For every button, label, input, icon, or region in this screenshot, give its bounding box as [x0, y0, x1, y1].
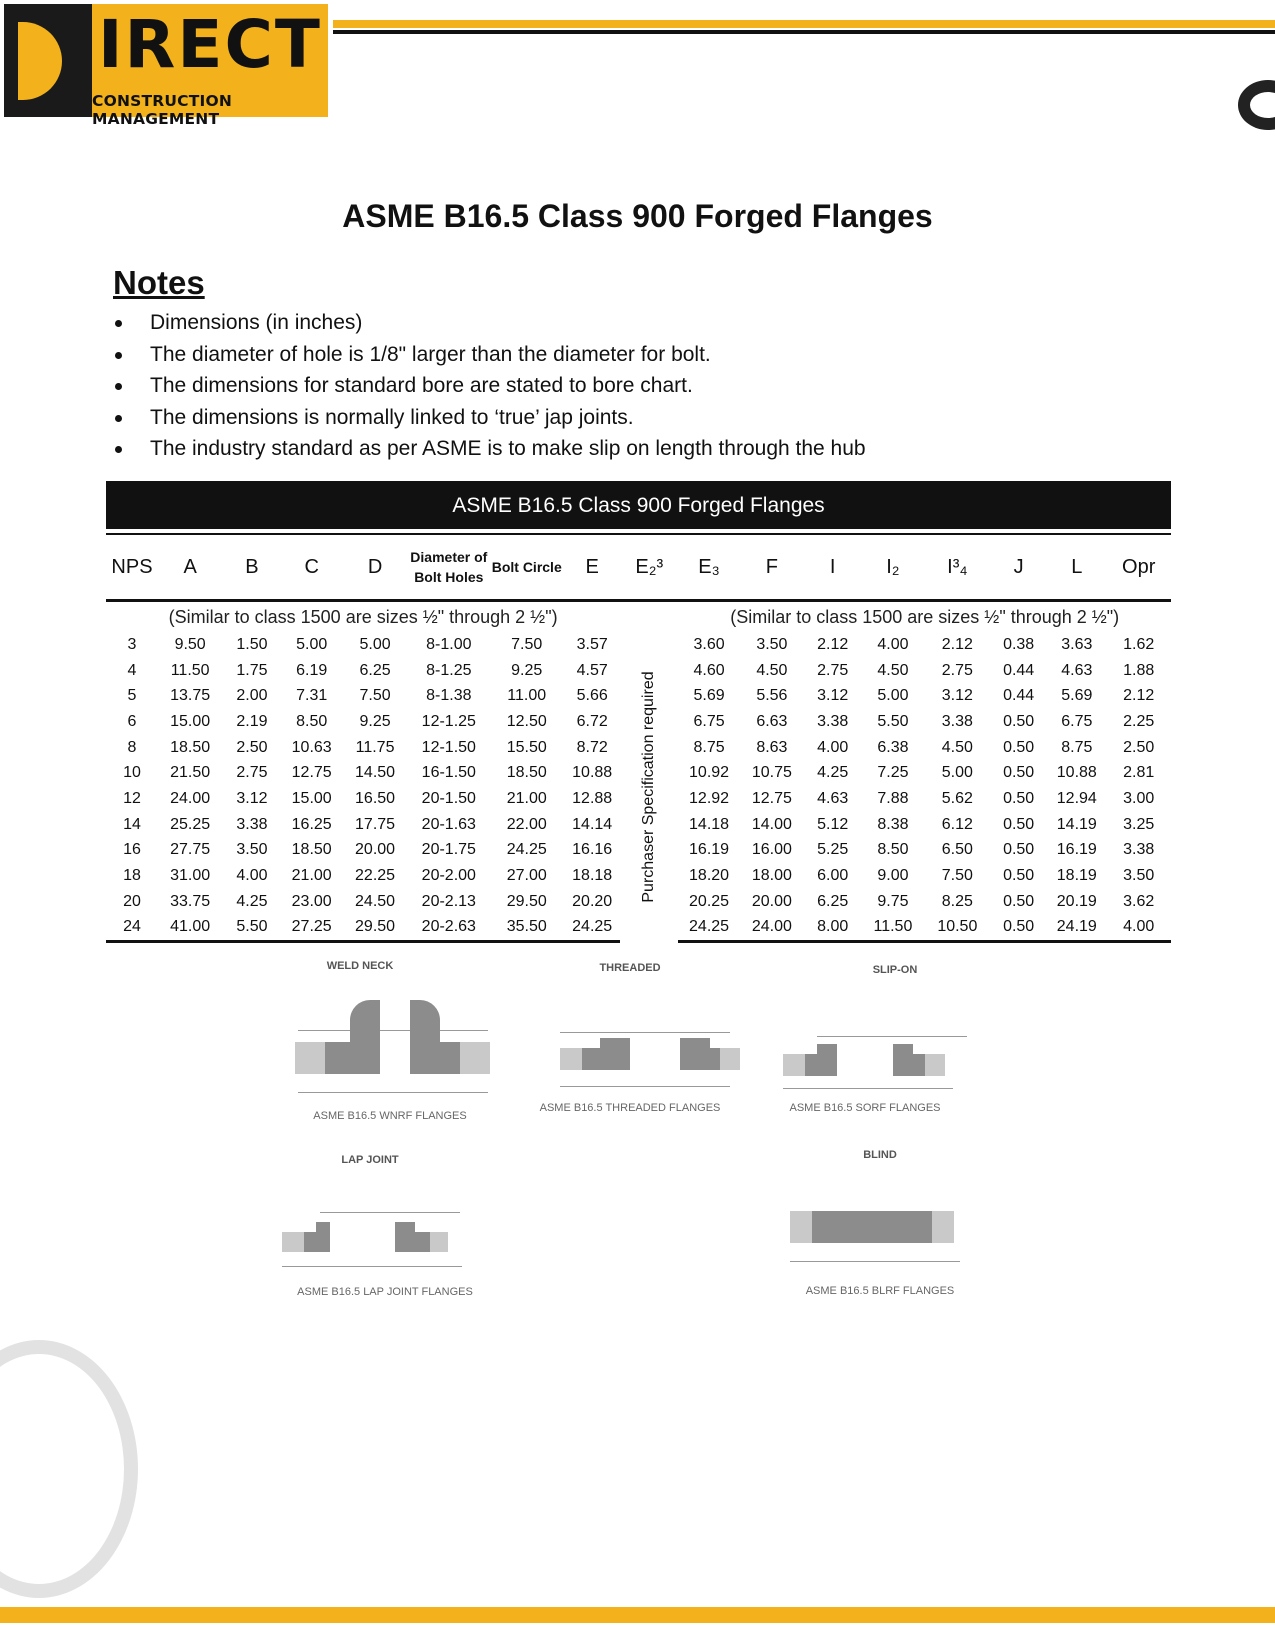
note-right: (Similar to class 1500 are sizes ½" through 2 ½"): [730, 606, 1120, 627]
note-left: (Similar to class 1500 are sizes ½" through 2 ½"): [168, 606, 558, 627]
col-header: Diameter of Bolt Holes: [408, 535, 489, 601]
corner-logo-icon: [1238, 80, 1275, 130]
table-cell: 12: [123, 789, 141, 807]
table-cell: 6: [127, 712, 137, 730]
table-cell: 0.50: [1003, 789, 1035, 807]
table-cell: 18.20: [689, 867, 730, 885]
table-cell: 20.00: [355, 841, 396, 859]
table-cell: 10.63: [291, 738, 332, 756]
table-cell: 4.50: [877, 661, 909, 679]
table-cell: 4.63: [1061, 661, 1093, 679]
table-cell: 2.50: [1123, 738, 1155, 756]
table-cell: 11.75: [355, 738, 395, 756]
table-cell: 3.50: [756, 635, 788, 653]
col-header: Bolt Circle: [489, 535, 564, 601]
table-cell: 3.12: [817, 687, 849, 705]
table-cell: 24: [106, 915, 158, 942]
table-cell: 12.75: [751, 789, 792, 807]
table-cell: 9.50: [174, 635, 206, 653]
table-title: ASME B16.5 Class 900 Forged Flanges: [106, 481, 1171, 529]
table-cell: 3.60: [693, 635, 725, 653]
company-logo: [4, 4, 328, 128]
table-cell: 8-1.38: [426, 687, 472, 705]
table-cell: 2.81: [1123, 764, 1155, 782]
table-cell: 1.62: [1123, 635, 1155, 653]
table-cell: 12-1.25: [421, 712, 476, 730]
col-header: D: [342, 535, 408, 601]
table-cell: 24.00: [170, 789, 211, 807]
table-cell: 14.19: [1056, 815, 1097, 833]
table-cell: 8: [127, 738, 137, 756]
table-cell: 6.72: [576, 712, 608, 730]
table-cell: 0.50: [1003, 712, 1035, 730]
table-cell: 15.50: [506, 738, 547, 756]
table-cell: 0.50: [1003, 815, 1035, 833]
col-header: E₂³: [620, 535, 678, 601]
table-cell: 6.00: [817, 867, 849, 885]
table-cell: 1.75: [236, 661, 268, 679]
table-cell: 6.19: [296, 661, 328, 679]
table-cell: 20-2.13: [421, 892, 476, 910]
table-cell: 9.75: [877, 892, 909, 910]
table-cell: 18.50: [170, 738, 211, 756]
table-cell: 3.57: [576, 635, 608, 653]
table-cell: 9.25: [511, 661, 543, 679]
table-cell: 7.50: [359, 687, 391, 705]
table-cell: 4.00: [236, 867, 268, 885]
diagram-title: BLIND: [863, 1149, 897, 1161]
table-cell: 6.25: [359, 661, 391, 679]
table-cell: 5.69: [1061, 687, 1093, 705]
logo-subtitle: CONSTRUCTION MANAGEMENT: [92, 92, 233, 128]
diagram-caption: ASME B16.5 WNRF FLANGES: [313, 1110, 467, 1122]
table-cell: 3.38: [236, 815, 268, 833]
table-cell: 4.63: [817, 789, 849, 807]
table-cell: 8.75: [1061, 738, 1093, 756]
slip-on-diagram: [775, 960, 1015, 1130]
table-cell: 14.50: [355, 764, 396, 782]
table-cell: 4.25: [817, 764, 849, 782]
table-cell: 5.00: [941, 764, 973, 782]
table-cell: 8-1.25: [426, 661, 472, 679]
table-cell: 0.44: [1003, 687, 1035, 705]
table-cell: 3.25: [1123, 815, 1155, 833]
table-cell: 0.50: [1003, 867, 1035, 885]
table-cell: 24.25: [506, 841, 547, 859]
table-cell: 4.50: [941, 738, 973, 756]
table-cell: 2.00: [236, 687, 268, 705]
table-cell: 8-1.00: [426, 635, 472, 653]
table-cell: 20-1.75: [421, 841, 476, 859]
note-item: Dimensions (in inches): [113, 307, 866, 339]
table-cell: 18.18: [572, 867, 613, 885]
vertical-note-cell: [620, 632, 678, 942]
table-cell: 4.00: [877, 635, 909, 653]
table-cell: 20.19: [1056, 892, 1097, 910]
col-header: NPS: [106, 535, 158, 601]
table-cell: 20.20: [572, 892, 613, 910]
table-cell: 3.62: [1123, 892, 1155, 910]
table-cell: 5.56: [756, 687, 788, 705]
table-cell: 5.12: [817, 815, 849, 833]
table-cell: 4: [127, 661, 137, 679]
table-cell: 2.19: [236, 712, 268, 730]
table-cell: 7.25: [877, 764, 909, 782]
diagram-title: THREADED: [599, 962, 661, 974]
table-note-row: [106, 601, 1171, 633]
table-cell: 18.19: [1056, 867, 1097, 885]
diagram-title: WELD NECK: [326, 960, 394, 972]
table-cell: 2.75: [817, 661, 849, 679]
table-cell: 20.25: [689, 892, 730, 910]
footer-accent-bar: [0, 1607, 1275, 1623]
table-cell: 20.00: [751, 892, 792, 910]
note-item: The dimensions is normally linked to ‘true’ jap joints.: [113, 402, 866, 434]
vertical-note: Purchaser Specification required: [640, 671, 658, 903]
table-cell: 14.14: [572, 815, 613, 833]
table-cell: 16-1.50: [421, 764, 476, 782]
table-cell: 11.50: [170, 661, 210, 679]
diagram-caption: ASME B16.5 SORF FLANGES: [789, 1102, 941, 1114]
table-cell: 8.38: [877, 815, 909, 833]
header-dark-line: [333, 30, 1275, 34]
table-cell: 1.50: [236, 635, 268, 653]
table-cell: 3.12: [236, 789, 268, 807]
table-cell: 6.75: [693, 712, 725, 730]
col-header: C: [282, 535, 342, 601]
table-cell: 5.50: [877, 712, 909, 730]
table-cell: 5.66: [576, 687, 608, 705]
table-cell: 7.31: [296, 687, 328, 705]
table-cell: 12.75: [291, 764, 332, 782]
table-cell: 12.94: [1056, 789, 1097, 807]
table-cell: 6.50: [941, 841, 973, 859]
table-cell: 8.72: [576, 738, 608, 756]
table-cell: 10: [123, 764, 141, 782]
table-cell: 3.50: [1123, 867, 1155, 885]
table-cell: 24.50: [355, 892, 396, 910]
table-cell: 8.25: [941, 892, 973, 910]
col-header: I₂: [861, 535, 924, 601]
table-cell: 23.00: [291, 892, 332, 910]
table-cell: 24.00: [740, 915, 804, 942]
table-cell: 24.25: [678, 915, 739, 942]
flange-table: [106, 535, 1171, 943]
col-header: I: [804, 535, 861, 601]
table-cell: 4.00: [1106, 915, 1171, 942]
table-cell: 5.00: [877, 687, 909, 705]
notes-list: [113, 307, 866, 465]
table-cell: 3: [127, 635, 137, 653]
table-cell: 5.69: [693, 687, 725, 705]
logo-wordmark: IRECT: [98, 6, 322, 83]
table-cell: 0.50: [1003, 738, 1035, 756]
note-item: The industry standard as per ASME is to make slip on length through the hub: [113, 433, 866, 465]
table-cell: 16.19: [1056, 841, 1097, 859]
table-cell: 2.12: [941, 635, 973, 653]
col-header: I³₄: [925, 535, 990, 601]
table-cell: 18: [123, 867, 141, 885]
table-cell: 15.00: [291, 789, 332, 807]
table-cell: 0.44: [1003, 661, 1035, 679]
header-accent-line: [333, 20, 1275, 28]
col-header: L: [1047, 535, 1106, 601]
table-cell: 4.57: [576, 661, 608, 679]
table-cell: 41.00: [158, 915, 222, 942]
table-cell: 2.75: [941, 661, 973, 679]
table-cell: 20: [123, 892, 141, 910]
table-cell: 7.50: [511, 635, 543, 653]
table-cell: 0.50: [990, 915, 1047, 942]
table-cell: 21.00: [291, 867, 332, 885]
table-cell: 3.63: [1061, 635, 1093, 653]
note-item: The dimensions for standard bore are stated to bore chart.: [113, 370, 866, 402]
col-header: J: [990, 535, 1047, 601]
table-cell: 27.75: [170, 841, 211, 859]
table-cell: 0.50: [1003, 892, 1035, 910]
col-header: E₃: [678, 535, 739, 601]
table-cell: 1.88: [1123, 661, 1155, 679]
table-cell: 3.38: [817, 712, 849, 730]
table-cell: 16.00: [751, 841, 792, 859]
eagle-watermark-icon: [0, 1340, 138, 1598]
table-cell: 12-1.50: [421, 738, 476, 756]
table-row: [106, 632, 1171, 658]
table-cell: 20-2.00: [421, 867, 476, 885]
note-item: The diameter of hole is 1/8" larger than the diameter for bolt.: [113, 339, 866, 371]
table-cell: 9.00: [877, 867, 909, 885]
table-cell: 2.75: [236, 764, 268, 782]
table-cell: 3.38: [1123, 841, 1155, 859]
table-cell: 5.62: [941, 789, 973, 807]
table-cell: 10.75: [751, 764, 792, 782]
table-cell: 6.63: [756, 712, 788, 730]
table-cell: 31.00: [170, 867, 211, 885]
threaded-diagram: [530, 960, 770, 1130]
table-cell: 21.00: [506, 789, 547, 807]
table-cell: 11.50: [861, 915, 924, 942]
table-cell: 12.50: [506, 712, 547, 730]
table-cell: 0.50: [1003, 764, 1035, 782]
table-cell: 18.50: [506, 764, 547, 782]
table-cell: 22.25: [355, 867, 396, 885]
notes-heading: Notes: [113, 264, 205, 301]
table-cell: 12.92: [689, 789, 730, 807]
table-cell: 20-1.50: [421, 789, 476, 807]
table-cell: 16.19: [689, 841, 730, 859]
table-cell: 22.00: [506, 815, 547, 833]
table-cell: 5: [127, 687, 137, 705]
col-header: F: [740, 535, 804, 601]
logo-d-mark: [4, 4, 92, 117]
table-cell: 3.12: [941, 687, 973, 705]
table-cell: 14.18: [689, 815, 730, 833]
table-cell: 35.50: [489, 915, 564, 942]
col-header: Opr: [1106, 535, 1171, 601]
table-cell: 4.50: [756, 661, 788, 679]
table-cell: 21.50: [170, 764, 211, 782]
table-cell: 0.50: [1003, 841, 1035, 859]
table-cell: 2.25: [1123, 712, 1155, 730]
table-cell: 8.50: [296, 712, 328, 730]
table-cell: 14.00: [751, 815, 792, 833]
table-cell: 0.38: [1003, 635, 1035, 653]
table-cell: 8.00: [804, 915, 861, 942]
table-header-row: [106, 535, 1171, 601]
table-cell: 11.00: [507, 687, 547, 705]
table-cell: 10.50: [925, 915, 990, 942]
diagram-title: LAP JOINT: [341, 1154, 399, 1166]
table-cell: 8.50: [877, 841, 909, 859]
table-cell: 10.88: [1056, 764, 1097, 782]
table-cell: 2.12: [817, 635, 849, 653]
table-cell: 6.75: [1061, 712, 1093, 730]
table-cell: 27.00: [506, 867, 547, 885]
table-cell: 24.19: [1047, 915, 1106, 942]
table-cell: 12.88: [572, 789, 613, 807]
table-cell: 3.00: [1123, 789, 1155, 807]
diagram-caption: ASME B16.5 BLRF FLANGES: [805, 1285, 955, 1297]
table-cell: 29.50: [342, 915, 408, 942]
page-title: ASME B16.5 Class 900 Forged Flanges: [342, 198, 933, 234]
diagram-title: SLIP-ON: [872, 964, 918, 976]
col-header: E: [564, 535, 620, 601]
table-cell: 29.50: [506, 892, 547, 910]
table-cell: 4.00: [817, 738, 849, 756]
table-cell: 10.88: [572, 764, 613, 782]
table-cell: 18.00: [751, 867, 792, 885]
table-cell: 15.00: [170, 712, 211, 730]
table-cell: 2.12: [1123, 687, 1155, 705]
table-cell: 8.63: [756, 738, 788, 756]
table-cell: 24.25: [564, 915, 620, 942]
table-cell: 7.50: [941, 867, 973, 885]
table-cell: 5.25: [817, 841, 849, 859]
table-cell: 6.25: [817, 892, 849, 910]
table-cell: 13.75: [170, 687, 211, 705]
col-header: B: [222, 535, 281, 601]
table-cell: 5.00: [359, 635, 391, 653]
table-cell: 8.75: [693, 738, 725, 756]
table-cell: 2.50: [236, 738, 268, 756]
diagram-caption: ASME B16.5 THREADED FLANGES: [539, 1102, 721, 1114]
table-cell: 16: [123, 841, 141, 859]
table-cell: 25.25: [170, 815, 211, 833]
table-cell: 27.25: [282, 915, 342, 942]
table-cell: 20-1.63: [421, 815, 476, 833]
weld-neck-diagram: [270, 960, 510, 1130]
table-cell: 20-2.63: [408, 915, 489, 942]
table-cell: 5.00: [296, 635, 328, 653]
table-cell: 10.92: [689, 764, 730, 782]
table-cell: 7.88: [877, 789, 909, 807]
col-header: A: [158, 535, 222, 601]
table-cell: 3.50: [236, 841, 268, 859]
table-cell: 4.25: [236, 892, 268, 910]
table-cell: 6.12: [941, 815, 973, 833]
table-cell: 4.60: [693, 661, 725, 679]
blind-diagram: [785, 1145, 1025, 1315]
flange-table-section: [106, 481, 1171, 943]
table-cell: 6.38: [877, 738, 909, 756]
table-cell: 16.16: [572, 841, 613, 859]
table-cell: 17.75: [355, 815, 396, 833]
table-cell: 5.50: [222, 915, 281, 942]
table-cell: 9.25: [359, 712, 391, 730]
table-cell: 33.75: [170, 892, 211, 910]
table-cell: 3.38: [941, 712, 973, 730]
table-cell: 16.25: [291, 815, 332, 833]
table-cell: 18.50: [291, 841, 332, 859]
diagram-caption: ASME B16.5 LAP JOINT FLANGES: [297, 1286, 473, 1298]
table-cell: 14: [123, 815, 141, 833]
lap-joint-diagram: [270, 1150, 510, 1320]
table-cell: 16.50: [355, 789, 396, 807]
